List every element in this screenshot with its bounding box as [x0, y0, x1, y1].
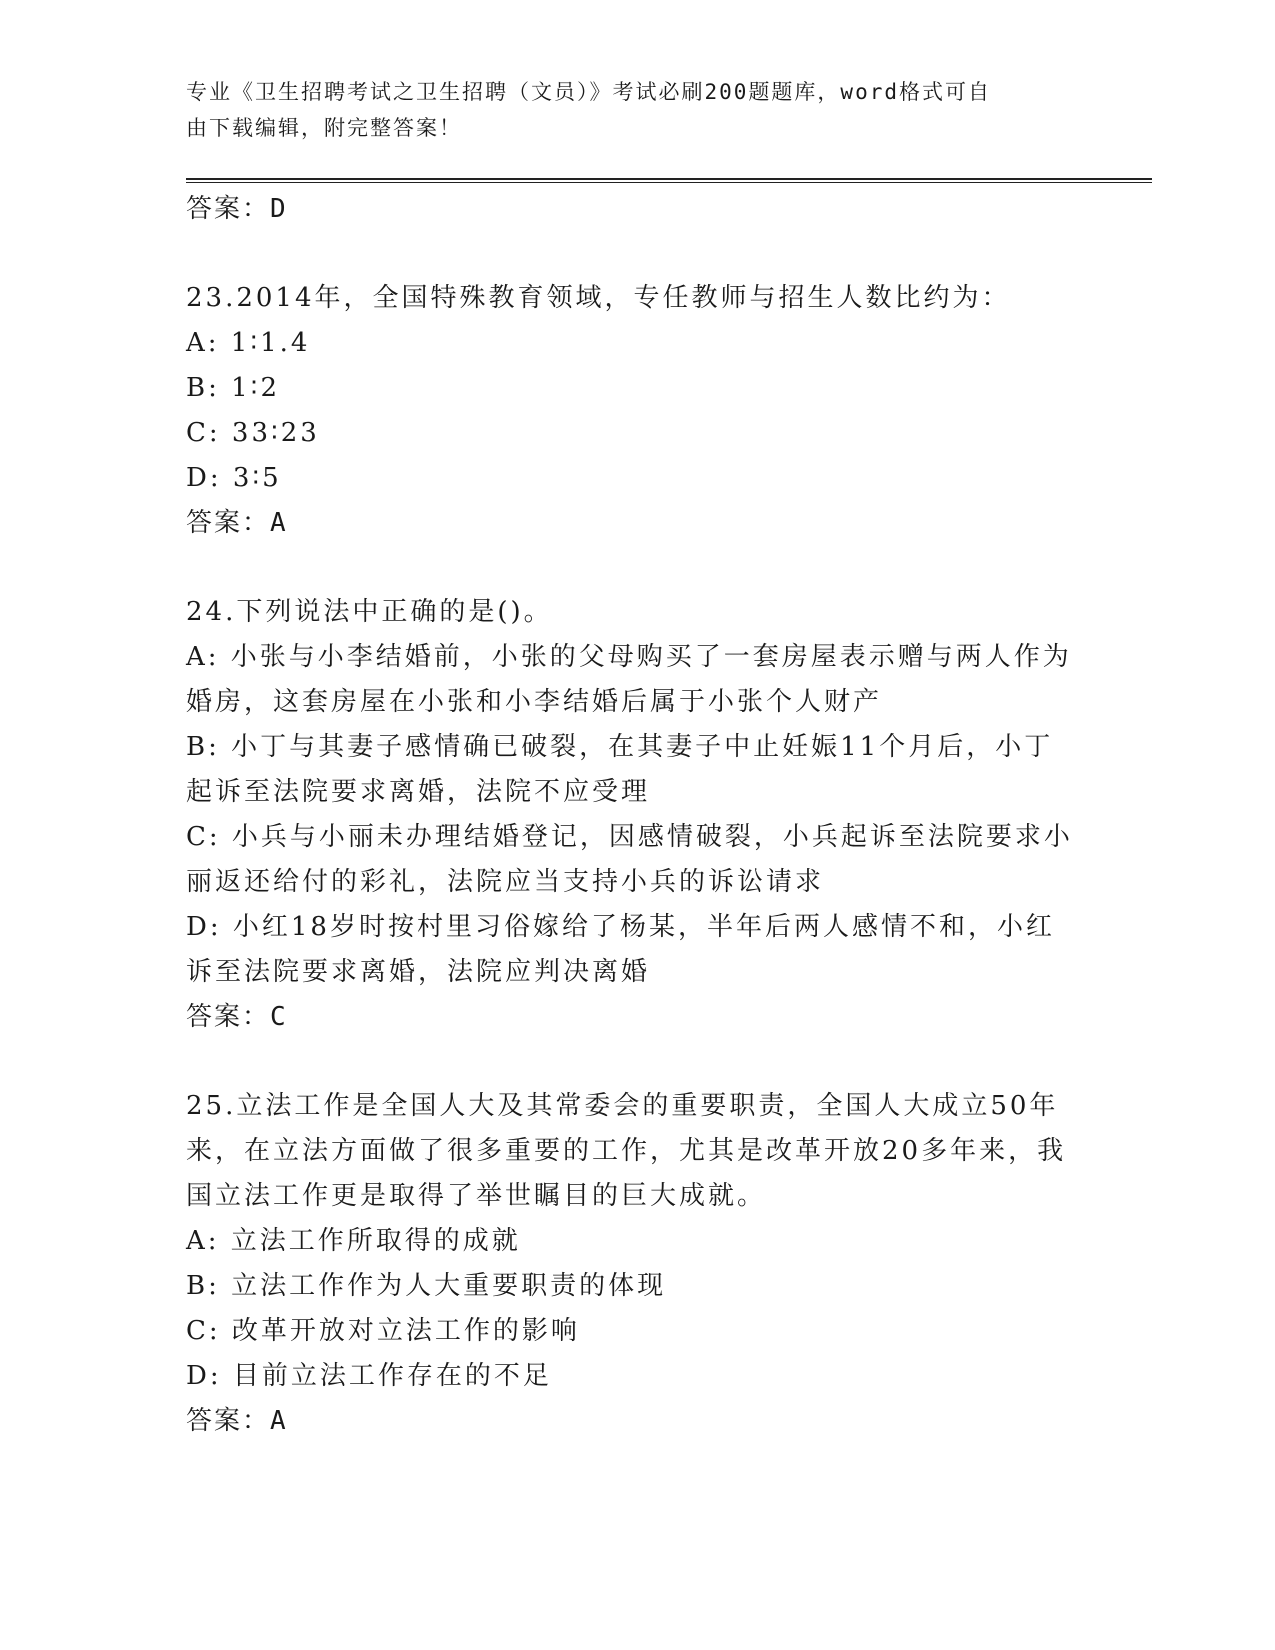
question-stem-line: 25.立法工作是全国人大及其常委会的重要职责，全国人大成立50年: [186, 1091, 1059, 1121]
option-b: B: 立法工作作为人大重要职责的体现: [186, 1271, 667, 1301]
spacer: [186, 232, 1066, 276]
option-a: A: 立法工作所取得的成就: [186, 1226, 521, 1256]
document-header: [186, 74, 1066, 146]
question-stem-line: 23.2014年，全国特殊教育领域，专任教师与招生人数比约为：: [186, 283, 1011, 313]
option-b: B: 小丁与其妻子感情确已破裂，在其妻子中止妊娠11个月后，小丁: [186, 732, 1054, 762]
option-a: A: 小张与小李结婚前，小张的父母购买了一套房屋表示赠与两人作为: [186, 642, 1072, 672]
option-c: C: 改革开放对立法工作的影响: [186, 1316, 580, 1346]
answer-line: 答案：C: [186, 1002, 288, 1032]
option-b-continued: 起诉至法院要求离婚，法院不应受理: [186, 777, 651, 807]
question-content: [186, 187, 1073, 1444]
question-23: [186, 276, 1066, 546]
option-c: C: 小兵与小丽未办理结婚登记，因感情破裂，小兵起诉至法院要求小: [186, 822, 1073, 852]
question-stem-line: 24.下列说法中正确的是()。: [186, 597, 553, 627]
option-b: B: 1∶2: [186, 373, 280, 403]
header-divider: [186, 178, 1152, 183]
question-stem-line: 国立法工作更是取得了举世瞩目的巨大成就。: [186, 1181, 767, 1211]
question-stem-line: 来，在立法方面做了很多重要的工作，尤其是改革开放20多年来，我: [186, 1136, 1067, 1166]
answer-line: 答案：A: [186, 508, 288, 538]
question-25: [186, 1084, 1066, 1444]
answer-line: 答案：A: [186, 1406, 288, 1436]
option-a: A: 1∶1.4: [186, 328, 311, 358]
spacer: [186, 1040, 1066, 1084]
header-line-2: 由下载编辑，附完整答案！: [186, 116, 462, 140]
previous-answer: 答案：D: [186, 194, 288, 224]
option-d-continued: 诉至法院要求离婚，法院应判决离婚: [186, 957, 651, 987]
option-d: D: 小红18岁时按村里习俗嫁给了杨某，半年后两人感情不和，小红: [186, 912, 1055, 942]
option-d: D: 目前立法工作存在的不足: [186, 1361, 552, 1391]
option-c-continued: 丽返还给付的彩礼，法院应当支持小兵的诉讼请求: [186, 867, 825, 897]
question-24: [186, 590, 1073, 1040]
option-c: C: 33∶23: [186, 418, 320, 448]
header-line-1: 专业《卫生招聘考试之卫生招聘（文员）》考试必刷200题题库，word格式可自: [186, 80, 991, 104]
option-d: D: 3∶5: [186, 463, 282, 493]
spacer: [186, 546, 1066, 590]
option-a-continued: 婚房，这套房屋在小张和小李结婚后属于小张个人财产: [186, 687, 883, 717]
